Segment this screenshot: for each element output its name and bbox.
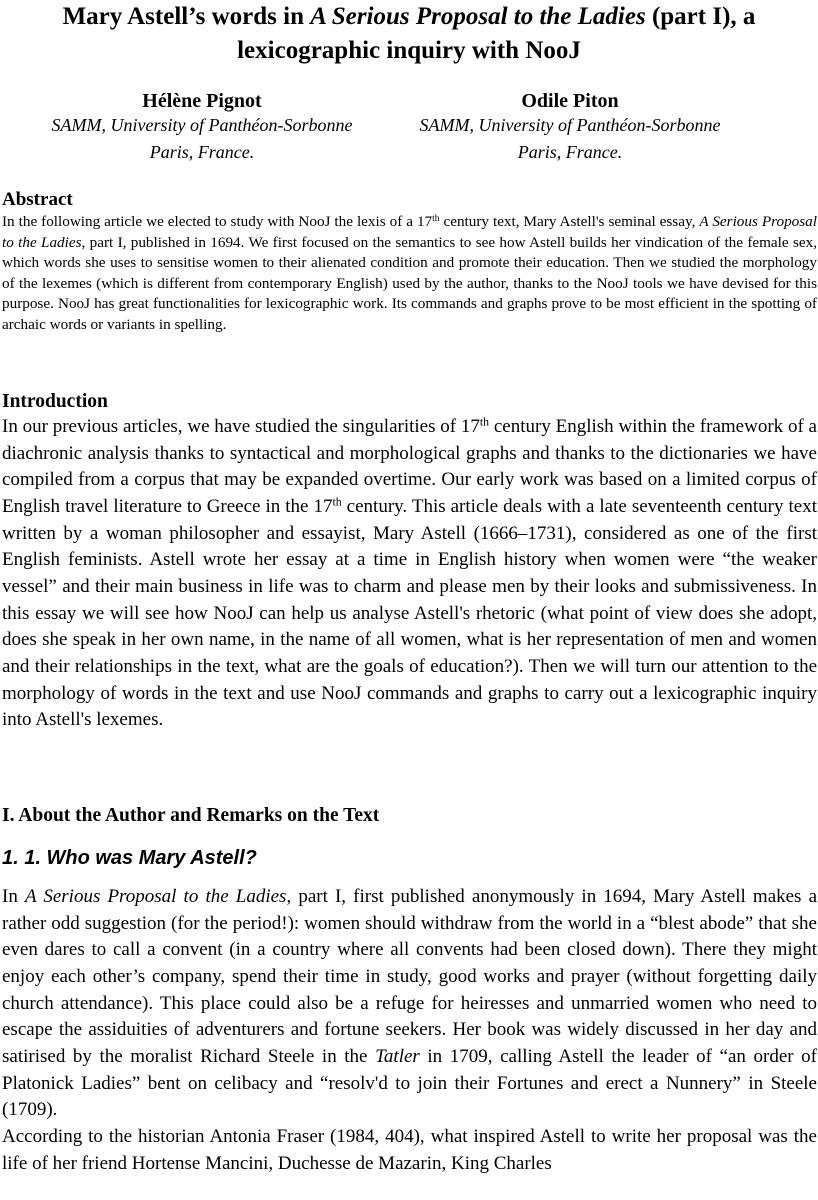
abstract-text-3: , part I, published in 1694. We first focused on the semantics to see how Astell builds her vindication of the female sex, which words she uses to sensitise women to their alienated condition and promote their education. Then we studied the morphology of the lexemes (which is different from contemporary English) used by the author, thanks to the NooJ tools we have devised for this purpose. NooJ has great functionalities for lexicographic work. Its commands and graphs prove to be most efficient in the spotting of archaic words or variants in spelling. [2,233,817,333]
author-affiliation: SAMM, University of Panthéon-Sorbonne [419,115,721,135]
section-text-3: in 1709, calling Astell the leader of “an order of Platonick Ladies” bent on celibacy and “resolv'd to join their Fortunes and erect a Nunnery” in Steele (1709). [2,1045,818,1121]
subsection-heading: 1. 1. Who was Mary Astell? [2,847,257,869]
abstract-text-2: century text, Mary Astell's seminal essay, [439,213,700,230]
section-paragraph-1 [2,884,817,1124]
section-italic-tatler: Tatler [375,1045,420,1067]
abstract-text [2,212,817,336]
introduction-section [2,390,817,734]
section-heading: I. About the Author and Remarks on the Text [2,805,380,826]
author-block-2 [380,90,760,166]
intro-text-3: century. This article deals with a late seventeenth century text written by a woman philosopher and essayist, Mary Astell (1666–1731), considered as one of the first English feminists. Astell wrote her essay at a time in English history when women were “the weaker vessel” and their main business in life was to charm and please men by their looks and submissiveness. In this essay we will see how NooJ can help us analyse Astell's rhetoric (what point of view does she adopt, does she speak in her own name, in the name of all women, what is her representation of men and women and their relationships in the text, what are the goals of education?). Then we will turn our attention to the morphology of words in the text and use NooJ commands and graphs to carry out a lexicographic inquiry into Astell's lexemes. [2,495,817,731]
section-paragraph-2: According to the historian Antonia Fraser (1984, 404), what inspired Astell to write her proposal was the life of her friend Hortense Mancini, Duchesse de Mazarin, King Charles [2,1125,817,1174]
title-part2: (part I), a lexicographic inquiry with NooJ [237,3,756,64]
introduction-paragraph [2,414,817,734]
abstract-heading: Abstract [2,189,73,210]
author-location: Paris, France. [517,142,623,162]
intro-text-2: century English within the framework of a diachronic analysis thanks to syntactical and morphological graphs and thanks to the dictionaries we have compiled from a corpus that may be expanded overtime. Our early work was based on a limited corpus of English travel literature to Greece in the 17 [2,416,817,517]
intro-sup-1: th [479,415,490,429]
intro-sup-2: th [332,495,342,509]
author-name: Hélène Pignot [142,90,262,112]
section-italic-title: A Serious Proposal to the Ladies [24,886,287,907]
intro-text-1: In our previous articles, we have studied the singularities of 17 [2,416,480,437]
author-location: Paris, France. [149,142,255,162]
section-body [2,884,817,1177]
abstract-section [2,188,817,336]
author-name: Odile Piton [521,90,619,112]
title-part1: Mary Astell’s words in [62,3,311,30]
section-text-1: In [2,886,25,907]
introduction-heading: Introduction [2,391,108,412]
title-italic: A Serious Proposal to the Ladies [310,3,646,30]
abstract-sup-1: th [432,213,440,224]
abstract-italic-title: A Serious Proposal to the Ladies [2,213,817,251]
paper-title [0,0,818,68]
author-affiliation: SAMM, University of Panthéon-Sorbonne [51,115,353,135]
author-block-1 [12,90,392,166]
abstract-text-1: In the following article we elected to study with NooJ the lexis of a 17 [2,213,433,230]
section-text-2: , part I, first published anonymously in 1694, Mary Astell makes a rather odd suggestion (for the period!): women should withdraw from the world in a “blest abode” that she even dares to call a convent (in a country where all convents had been closed down). There they might enjoy each other’s company, spend their time in study, good works and prayer (without forgetting daily church attendance). This place could also be a refuge for heiresses and unmarried women who need to escape the assiduities of adventurers and fortune seekers. Her book was widely discussed in her day and satirised by the moralist Richard Steele in the [2,886,818,1067]
